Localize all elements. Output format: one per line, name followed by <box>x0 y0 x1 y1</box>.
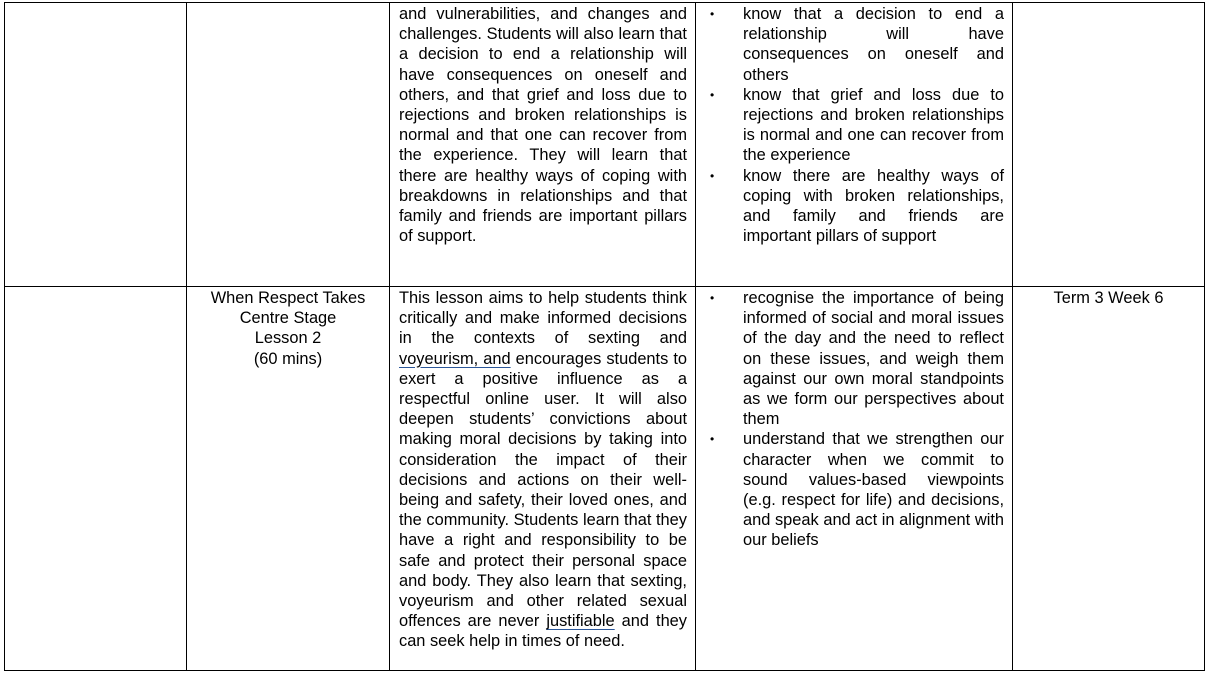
blank-cell <box>5 3 187 287</box>
table-row <box>5 287 1205 671</box>
learning-objectives-cell <box>696 3 1013 287</box>
bullet-icon: • <box>710 432 715 447</box>
lesson-title-line: Centre Stage <box>239 309 337 328</box>
bullet-icon: • <box>710 291 715 305</box>
term-week: Term 3 Week 6 <box>1053 289 1164 307</box>
lesson-description-cell <box>390 287 696 671</box>
objective-text: know that a decision to end a relationship will have consequences on oneself and others <box>743 5 1004 84</box>
objective-text: know that grief and loss due to rejections and broken relationships is normal and one can recover from the experience <box>743 85 1004 165</box>
lesson-plan-table <box>4 2 1205 671</box>
lesson-description: and vulnerabilities, and changes and challenges. Students will also learn that a decision to end a relationship will have consequences on oneself and others, and that grief and loss due to rejections and broken relationships is normal and that one can recover from the experience. They will learn that there are healthy ways of coping with breakdowns in relationships and that family and friends are important pillars of support. <box>399 5 687 246</box>
bullet-icon: • <box>710 168 715 183</box>
lesson-duration: (60 mins) <box>253 349 323 368</box>
objective-text: recognise the importance of being informed of social and moral issues of the day and the need to reflect on these issues, and weigh them against our own moral standpoints as we form our perspectives about them <box>743 289 1004 429</box>
lesson-title-cell <box>187 3 390 287</box>
lesson-title-line: When Respect Takes <box>210 289 366 307</box>
list-item <box>696 4 1004 85</box>
objectives-list <box>696 4 1004 246</box>
objective-text: know there are healthy ways of coping with broken relationships, and family and friends are important pillars of support <box>743 166 1004 246</box>
lesson-description-cell <box>390 3 696 287</box>
learning-objectives-cell <box>696 287 1013 671</box>
bullet-icon: • <box>710 87 715 102</box>
description-text: encourages students to exert a positive influence as a respectful online user. It will also deepen students’ convictions about making moral decisions by taking into consideration the impact of their decisions and actions on their well-being and safety, their loved ones, and the community. Students learn that they have a right and responsibility to be safe and protect their personal space and body. They also learn that sexting, voyeurism and other related sexual offences are never <box>399 349 687 631</box>
list-item <box>696 288 1004 429</box>
list-item <box>696 166 1004 247</box>
objective-text: understand that we strengthen our character when we commit to sound values-based viewpoints (e.g. respect for life) and decisions, and speak and act in alignment with our beliefs <box>743 430 1004 550</box>
blank-cell <box>5 287 187 671</box>
term-cell <box>1013 287 1205 671</box>
table-row <box>5 3 1205 287</box>
lesson-number: Lesson 2 <box>254 329 322 348</box>
bullet-icon: • <box>710 7 715 21</box>
grammar-flagged-text: voyeurism, and <box>399 349 511 368</box>
term-cell <box>1013 3 1205 287</box>
list-item <box>696 429 1004 550</box>
objectives-list <box>696 288 1004 551</box>
lesson-title-cell <box>187 287 390 671</box>
list-item <box>696 85 1004 166</box>
description-text: and they can seek help in times of need. <box>399 612 687 651</box>
description-text: This lesson aims to help students think critically and make informed decisions in the contexts of sexting and <box>399 289 687 348</box>
lesson-description <box>399 288 687 652</box>
grammar-flagged-text: justifiable <box>546 612 615 631</box>
